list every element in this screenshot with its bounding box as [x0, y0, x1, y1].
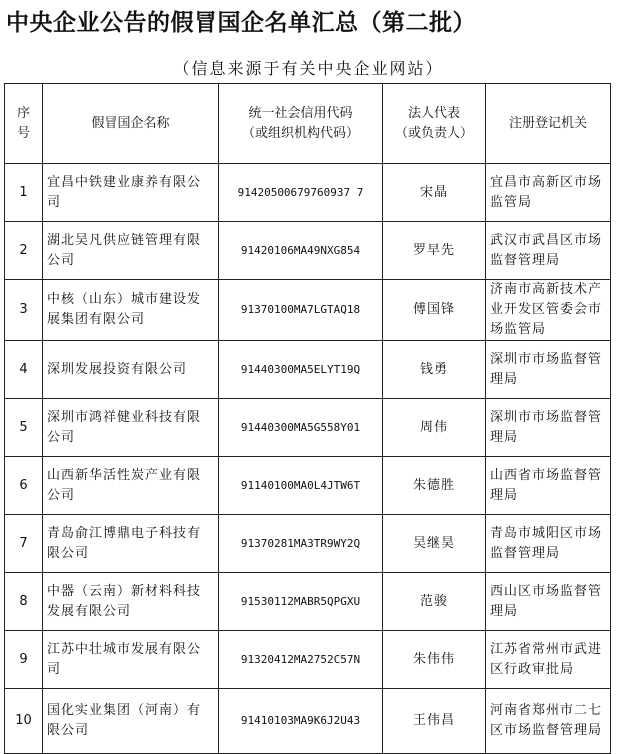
- cell-authority: 西山区市场监督管理局: [486, 573, 611, 631]
- table-row: [5, 399, 611, 457]
- header-code: 统一社会信用代码 （或组织机构代码）: [219, 84, 383, 164]
- cell-legal-rep: 朱德胜: [383, 457, 486, 515]
- cell-authority: 青岛市城阳区市场监督管理局: [486, 515, 611, 573]
- cell-index: 4: [5, 341, 43, 399]
- cell-index: 3: [5, 280, 43, 341]
- cell-credit-code: 91530112MABR5QPGXU: [219, 573, 383, 631]
- table-row: [5, 280, 611, 341]
- cell-index: 1: [5, 164, 43, 222]
- cell-company-name: 深圳市鸿祥健业科技有限公司: [43, 399, 219, 457]
- cell-company-name: 山西新华活性炭产业有限公司: [43, 457, 219, 515]
- cell-credit-code: 91420500679760937 7: [219, 164, 383, 222]
- cell-authority: 河南省郑州市二七区市场监督管理局: [486, 689, 611, 754]
- cell-index: 6: [5, 457, 43, 515]
- header-authority: 注册登记机关: [486, 84, 611, 164]
- table-row: [5, 515, 611, 573]
- cell-authority: 深圳市市场监督管理局: [486, 399, 611, 457]
- cell-legal-rep: 朱伟伟: [383, 631, 486, 689]
- cell-index: 5: [5, 399, 43, 457]
- cell-credit-code: 91420106MA49NXG854: [219, 222, 383, 280]
- cell-credit-code: 91440300MA5G558Y01: [219, 399, 383, 457]
- cell-legal-rep: 罗早先: [383, 222, 486, 280]
- cell-company-name: 青岛俞江博鼎电子科技有限公司: [43, 515, 219, 573]
- cell-index: 7: [5, 515, 43, 573]
- cell-authority: 宜昌市高新区市场监管局: [486, 164, 611, 222]
- cell-authority: 江苏省常州市武进区行政审批局: [486, 631, 611, 689]
- cell-company-name: 宜昌中铁建业康养有限公司: [43, 164, 219, 222]
- cell-legal-rep: 钱勇: [383, 341, 486, 399]
- table-row: [5, 631, 611, 689]
- cell-index: 10: [5, 689, 43, 754]
- cell-credit-code: 91440300MA5ELYT19Q: [219, 341, 383, 399]
- cell-index: 9: [5, 631, 43, 689]
- cell-legal-rep: 吴继昊: [383, 515, 486, 573]
- cell-credit-code: 91370100MA7LGTAQ18: [219, 280, 383, 341]
- header-index: 序 号: [5, 84, 43, 164]
- table-header-row: [5, 84, 611, 164]
- cell-company-name: 中核（山东）城市建设发展集团有限公司: [43, 280, 219, 341]
- cell-index: 2: [5, 222, 43, 280]
- document-title: 中央企业公告的假冒国企名单汇总（第二批）: [6, 10, 476, 36]
- table-row: [5, 222, 611, 280]
- cell-credit-code: 91410103MA9K6J2U43: [219, 689, 383, 754]
- table-row: [5, 689, 611, 754]
- cell-credit-code: 91370281MA3TR9WY2Q: [219, 515, 383, 573]
- table-row: [5, 341, 611, 399]
- document-subtitle: （信息来源于有关中央企业网站）: [173, 59, 444, 78]
- header-rep: 法人代表 （或负责人）: [383, 84, 486, 164]
- cell-legal-rep: 王伟昌: [383, 689, 486, 754]
- table-row: [5, 164, 611, 222]
- cell-company-name: 国化实业集团（河南）有限公司: [43, 689, 219, 754]
- cell-authority: 山西省市场监督管理局: [486, 457, 611, 515]
- cell-authority: 济南市高新技术产业开发区管委会市场监管局: [486, 280, 611, 341]
- cell-company-name: 中器（云南）新材料科技发展有限公司: [43, 573, 219, 631]
- cell-legal-rep: 周伟: [383, 399, 486, 457]
- cell-index: 8: [5, 573, 43, 631]
- header-name: 假冒国企名称: [43, 84, 219, 164]
- table-row: [5, 573, 611, 631]
- cell-company-name: 湖北吴凡供应链管理有限公司: [43, 222, 219, 280]
- cell-legal-rep: 宋晶: [383, 164, 486, 222]
- cell-legal-rep: 范骏: [383, 573, 486, 631]
- table-row: [5, 457, 611, 515]
- counterfeit-soe-table: [4, 83, 611, 754]
- cell-authority: 武汉市武昌区市场监督管理局: [486, 222, 611, 280]
- cell-authority: 深圳市市场监督管理局: [486, 341, 611, 399]
- cell-company-name: 江苏中壮城市发展有限公司: [43, 631, 219, 689]
- cell-credit-code: 91320412MA2752C57N: [219, 631, 383, 689]
- cell-legal-rep: 傅国锋: [383, 280, 486, 341]
- cell-credit-code: 91140100MA0L4JTW6T: [219, 457, 383, 515]
- cell-company-name: 深圳发展投资有限公司: [43, 341, 219, 399]
